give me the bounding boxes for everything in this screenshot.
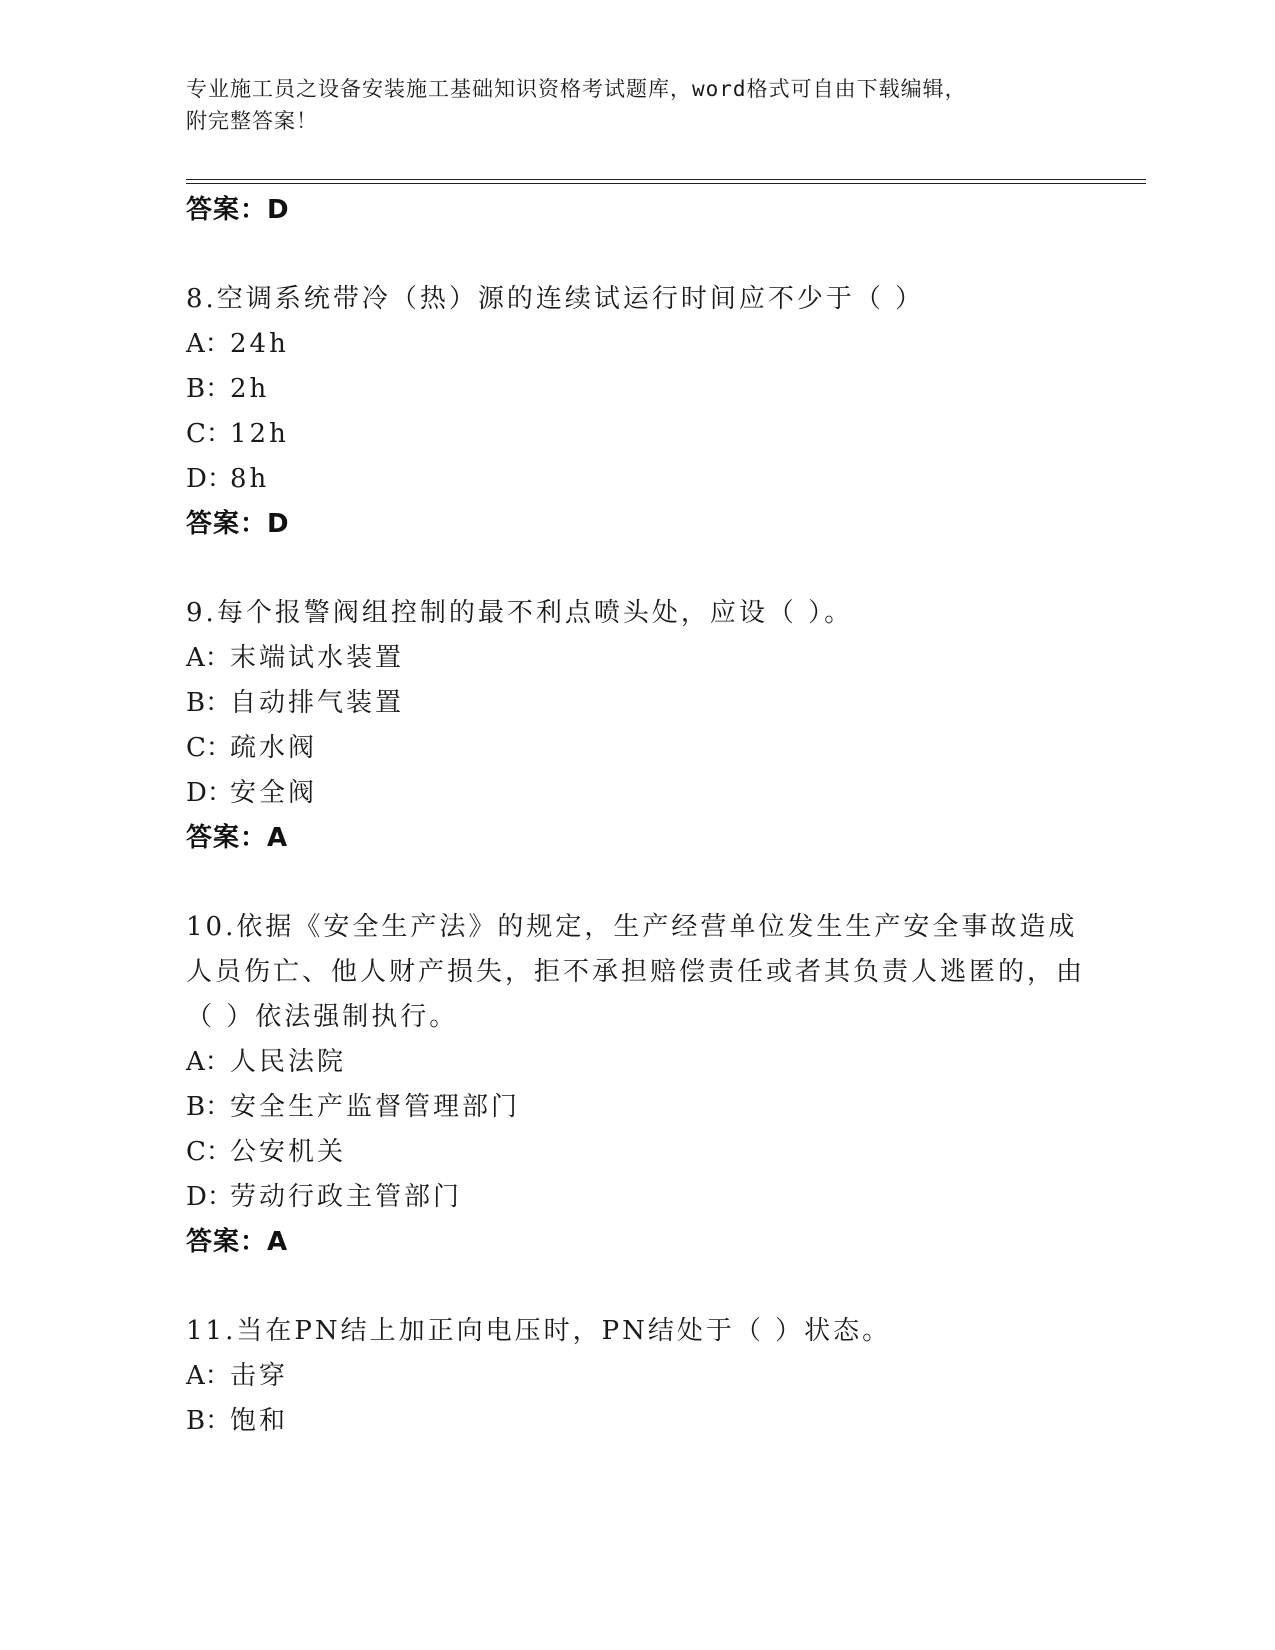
question-text [186, 591, 1086, 636]
option-a [186, 636, 1146, 681]
option-text: 击穿 [230, 1361, 289, 1391]
question-number: 8. [186, 284, 217, 314]
option-c [186, 412, 1146, 457]
option-text: 安全生产监督管理部门 [230, 1092, 521, 1122]
option-text: 劳动行政主管部门 [230, 1182, 463, 1212]
option-b [186, 1085, 1146, 1130]
option-key: A： [186, 329, 231, 359]
question-block [186, 1309, 1146, 1444]
question-list [186, 188, 1146, 1444]
question-text [186, 1309, 1086, 1354]
option-a [186, 322, 1146, 367]
option-c [186, 1130, 1146, 1175]
option-b [186, 367, 1146, 412]
option-b [186, 681, 1146, 726]
answer-value: D [267, 195, 290, 225]
question-block [186, 591, 1146, 860]
option-key: C： [186, 1137, 232, 1167]
question-block [186, 905, 1146, 1264]
answer-label: 答案： [186, 195, 268, 225]
answer-value: A [267, 823, 289, 853]
question-stem: 依据《安全生产法》的规定，生产经营单位发生生产安全事故造成人员伤亡、他人财产损失，拒不承担赔偿责任或者其负责人逃匿的，由（ ）依法强制执行。 [186, 912, 1086, 1032]
option-text: 24h [230, 329, 289, 359]
option-a [186, 1354, 1146, 1399]
option-text: 自动排气装置 [230, 688, 405, 718]
option-text: 公安机关 [230, 1137, 347, 1167]
answer-line [186, 1220, 1146, 1264]
question-stem: 当在PN结上加正向电压时，PN结处于（ ）状态。 [236, 1316, 892, 1346]
question-number: 10. [186, 912, 237, 942]
option-a [186, 1040, 1146, 1085]
question-block [186, 277, 1146, 546]
option-key: A： [186, 1047, 231, 1077]
header-line-1: 专业施工员之设备安装施工基础知识资格考试题库，word格式可自由下载编辑， [186, 77, 967, 101]
answer-label: 答案： [186, 823, 268, 853]
option-text: 饱和 [230, 1406, 289, 1436]
answer-value: A [267, 1227, 289, 1257]
answer-label: 答案： [186, 1227, 268, 1257]
option-text: 疏水阀 [230, 733, 318, 763]
header-divider [186, 179, 1146, 180]
answer-value: D [267, 509, 290, 539]
answer-label: 答案： [186, 509, 268, 539]
question-stem: 每个报警阀组控制的最不利点喷头处，应设（ ）。 [216, 598, 854, 628]
option-key: C： [186, 733, 232, 763]
header-divider [186, 183, 1146, 184]
option-key: C： [186, 419, 232, 449]
option-key: B： [186, 374, 232, 404]
question-text [186, 277, 1086, 322]
header-line-2: 附完整答案！ [186, 109, 318, 133]
answer-line [186, 816, 1146, 860]
question-number: 9. [186, 598, 217, 628]
answer-line [186, 188, 1146, 232]
answer-line [186, 502, 1146, 546]
option-c [186, 726, 1146, 771]
option-text: 末端试水装置 [230, 643, 405, 673]
question-text [186, 905, 1086, 1040]
option-d [186, 457, 1146, 502]
option-key: A： [186, 643, 231, 673]
option-key: D： [186, 464, 233, 494]
option-text: 安全阀 [230, 778, 318, 808]
question-number: 11. [186, 1316, 237, 1346]
option-text: 8h [230, 464, 270, 494]
option-key: B： [186, 688, 232, 718]
option-d [186, 1175, 1146, 1220]
option-d [186, 771, 1146, 816]
option-key: B： [186, 1092, 232, 1122]
document-header [186, 73, 1086, 137]
option-key: A： [186, 1361, 231, 1391]
question-stem: 空调系统带冷（热）源的连续试运行时间应不少于（ ） [216, 284, 925, 314]
option-key: D： [186, 1182, 233, 1212]
option-key: D： [186, 778, 233, 808]
option-text: 人民法院 [230, 1047, 347, 1077]
option-text: 12h [230, 419, 289, 449]
option-text: 2h [230, 374, 270, 404]
option-b [186, 1399, 1146, 1444]
option-key: B： [186, 1406, 232, 1436]
